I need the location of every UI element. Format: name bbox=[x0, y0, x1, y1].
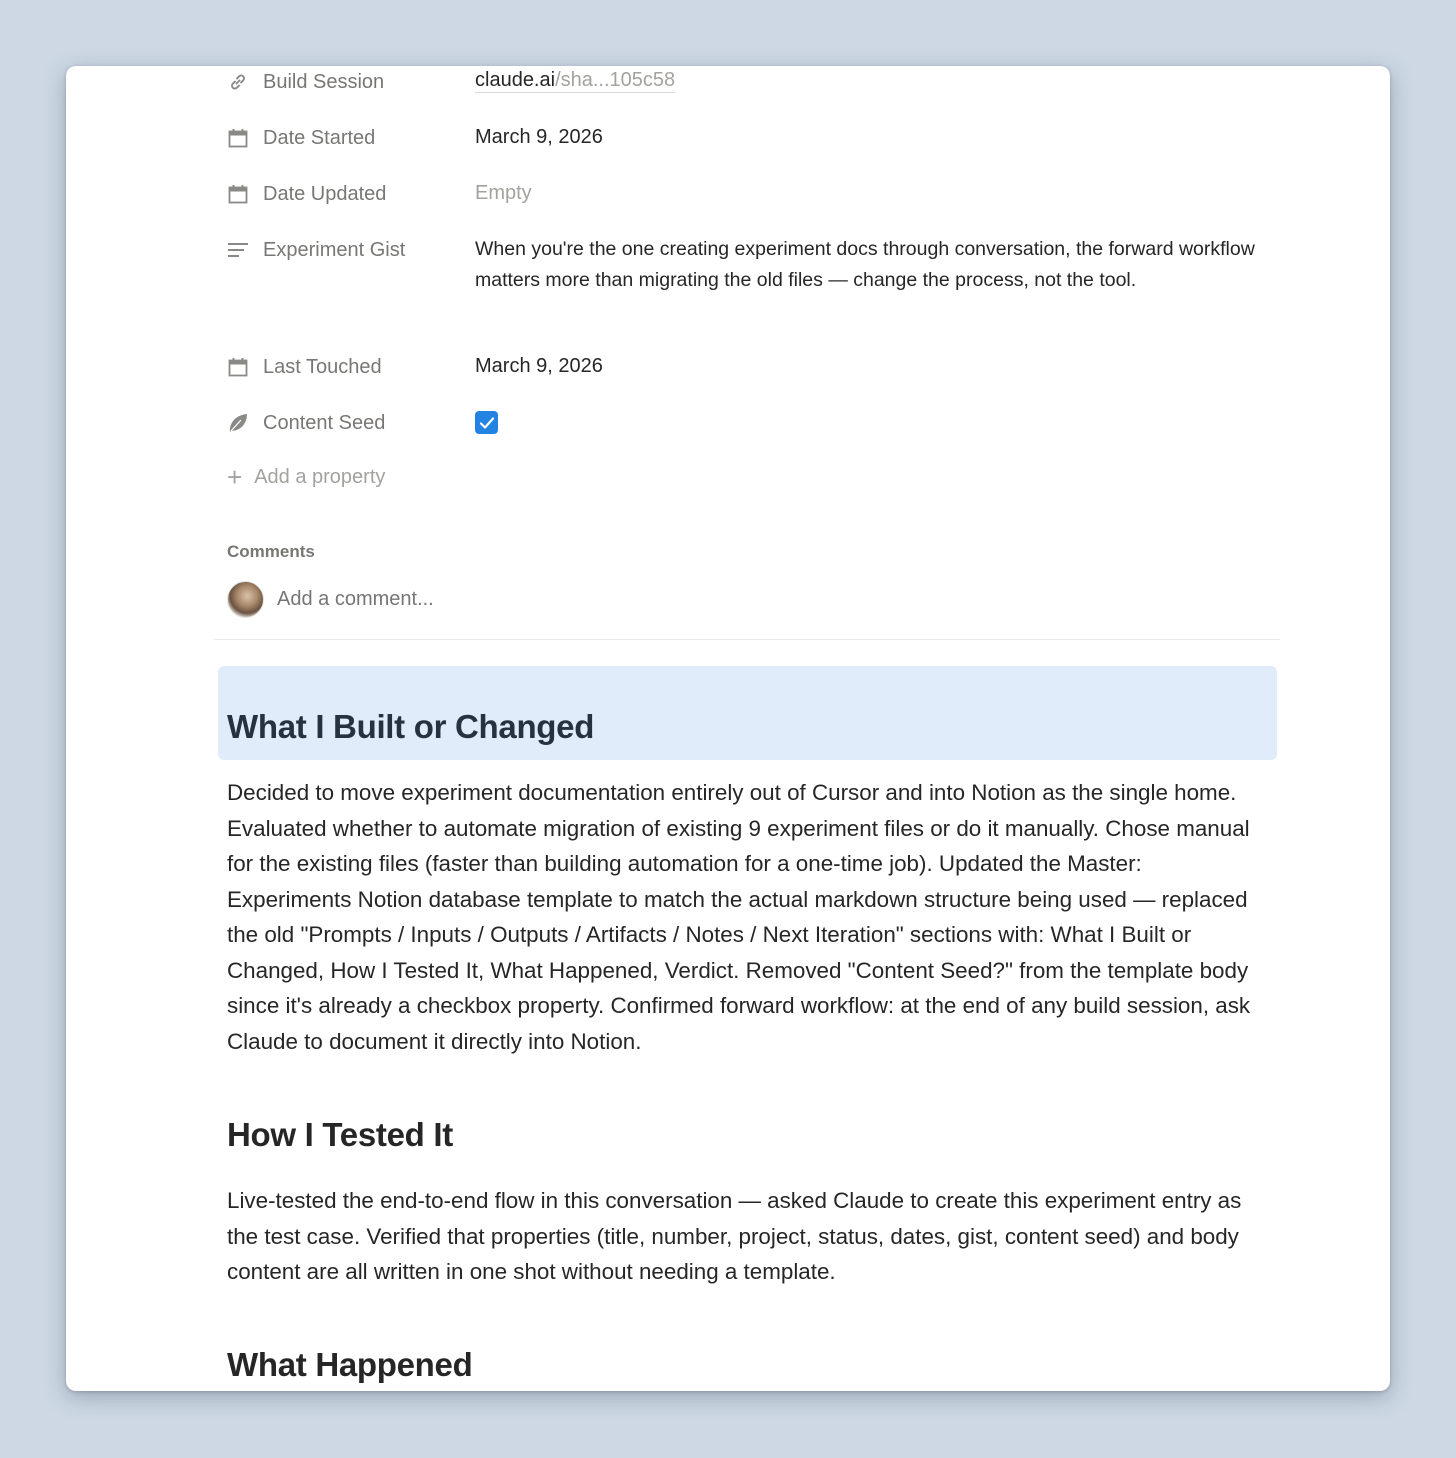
property-date-updated bbox=[227, 178, 532, 210]
property-last-touched bbox=[227, 351, 603, 383]
calendar-icon bbox=[227, 127, 249, 149]
property-build-session bbox=[227, 66, 675, 98]
experiment-gist-value[interactable]: When you're the one creating experiment docs through conversation, the forward workflow matters more than migrating the old files — change the process, not the tool. bbox=[475, 238, 1255, 291]
avatar bbox=[227, 581, 264, 618]
comments-heading: Comments bbox=[227, 542, 315, 561]
calendar-icon bbox=[227, 183, 249, 205]
checkmark-icon bbox=[479, 416, 495, 430]
property-date-started bbox=[227, 122, 603, 154]
link-icon bbox=[227, 71, 249, 93]
section-text-what-i-built: Decided to move experiment documentation entirely out of Cursor and into Notion as the single home. Evaluated whether to automate migration of existing 9 experiment files or do it manually. Chose manual for the existing files (faster than building automation for a one-time job). Updated the Master: Experiments Notion database template to match the actual markdown structure being used — replaced the old "Prompts / Inputs / Outputs / Artifacts / Notes / Next Iteration" sections with: What I Built or Changed, How I Tested It, What Happened, Verdict. Removed "Content Seed?" from the template body since it's already a checkbox property. Confirmed forward workflow: at the end of any build session, ask Claude to document it directly into Notion. bbox=[227, 780, 1251, 1054]
comment-composer bbox=[227, 581, 777, 618]
section-heading-what-i-built: What I Built or Changed bbox=[227, 708, 595, 745]
last-touched-value[interactable]: March 9, 2026 bbox=[475, 355, 603, 377]
property-content-seed bbox=[227, 407, 498, 439]
section-heading-what-happened: What Happened bbox=[227, 1346, 473, 1383]
property-label-experiment-gist[interactable]: Experiment Gist bbox=[227, 234, 475, 266]
property-label-build-session[interactable]: Build Session bbox=[227, 66, 475, 98]
text-lines-icon bbox=[227, 239, 249, 261]
plus-icon: + bbox=[227, 462, 243, 492]
property-experiment-gist bbox=[227, 234, 1265, 296]
property-label-date-started[interactable]: Date Started bbox=[227, 122, 475, 154]
calendar-icon bbox=[227, 356, 249, 378]
date-started-value[interactable]: March 9, 2026 bbox=[475, 126, 603, 148]
section-heading-how-i-tested: How I Tested It bbox=[227, 1116, 453, 1153]
property-label-content-seed[interactable]: Content Seed bbox=[227, 407, 475, 439]
content-seed-checkbox[interactable] bbox=[475, 411, 498, 434]
divider bbox=[214, 639, 1280, 640]
add-property-button[interactable]: + Add a property bbox=[227, 462, 386, 492]
section-text-how-i-tested: Live-tested the end-to-end flow in this conversation — asked Claude to create this experiment entry as the test case. Verified that properties (title, number, project, status, dates, gist, content seed) and body content are all written in one shot without needing a template. bbox=[227, 1188, 1242, 1284]
date-updated-value[interactable]: Empty bbox=[475, 182, 532, 204]
build-session-link[interactable]: claude.ai/sha...105c58 bbox=[475, 69, 676, 91]
leaf-icon bbox=[227, 412, 249, 434]
comment-input[interactable] bbox=[277, 588, 777, 611]
property-label-last-touched[interactable]: Last Touched bbox=[227, 351, 475, 383]
notion-page-card bbox=[66, 66, 1390, 1391]
property-label-date-updated[interactable]: Date Updated bbox=[227, 178, 475, 210]
